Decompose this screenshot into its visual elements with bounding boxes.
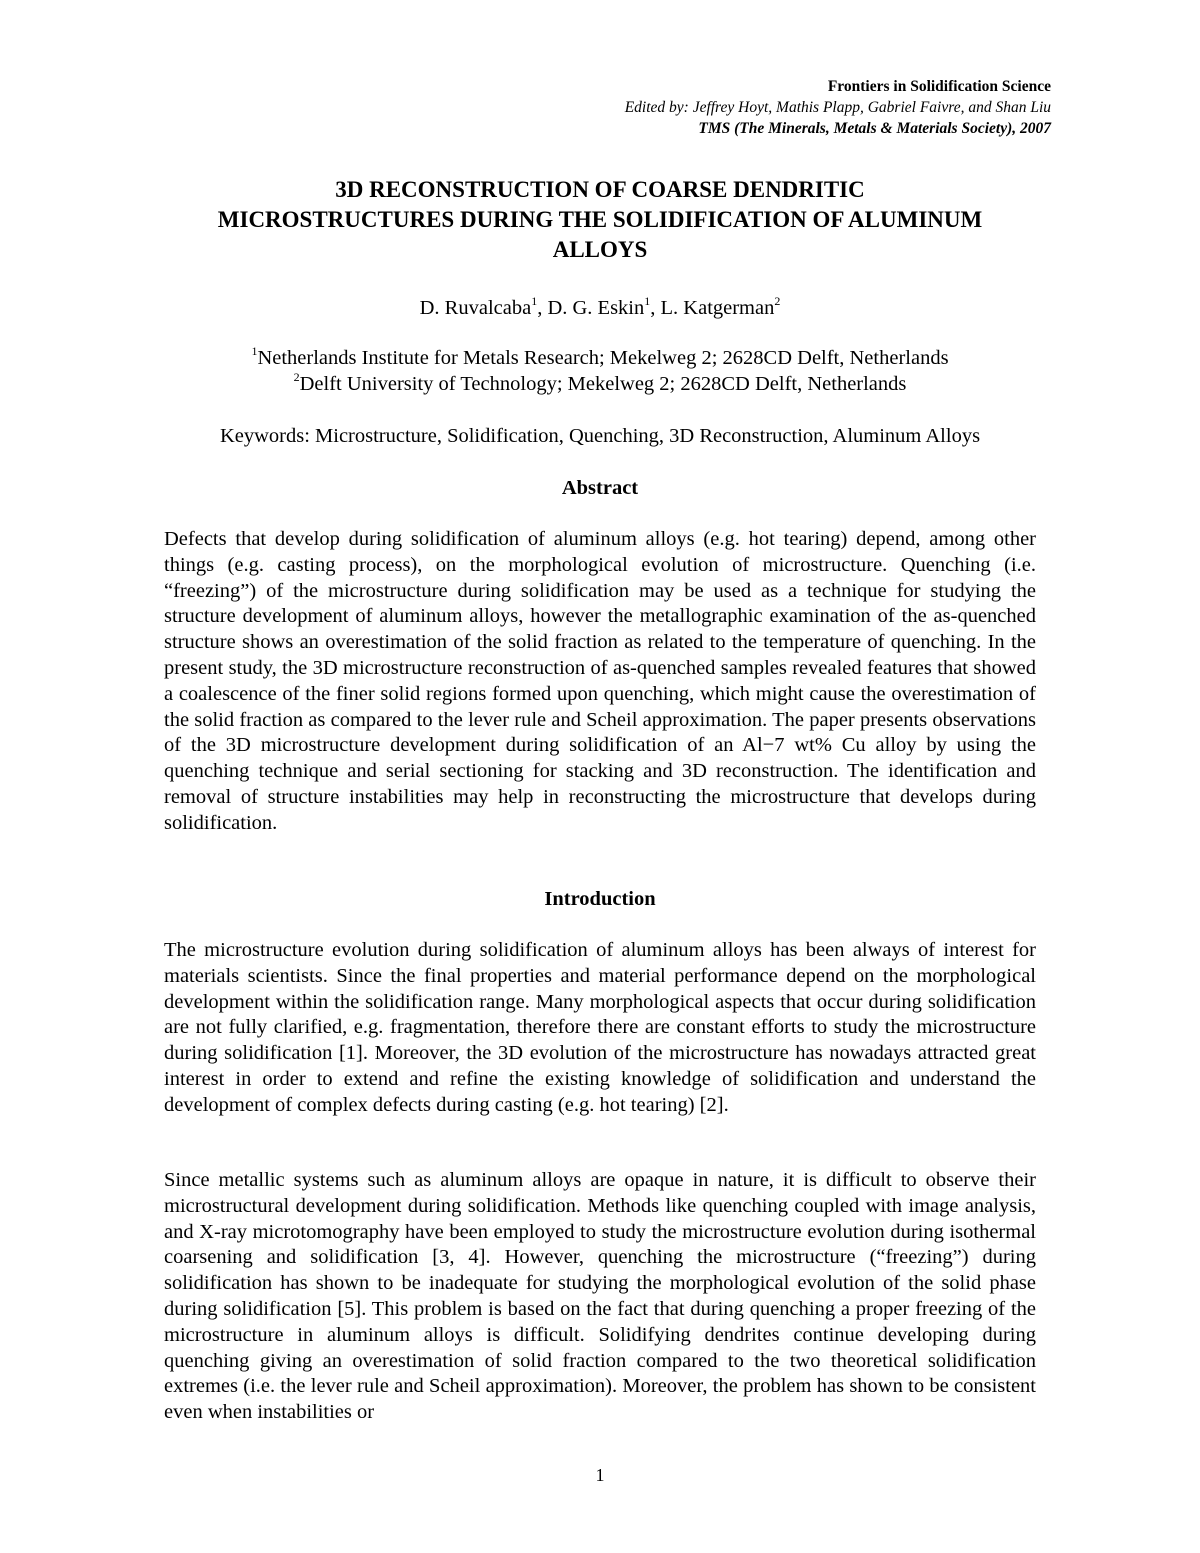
author-affiliation-mark: 2 [774,294,781,309]
author-separator: , [537,297,548,319]
author-name: D. G. Eskin [547,297,645,319]
title-line-2: MICROSTRUCTURES DURING THE SOLIDIFICATION OF ALUMINUM [217,207,983,232]
author-list [150,295,1050,321]
abstract-text: Defects that develop during solidification of aluminum alloys (e.g. hot tearing) depend, among other things (e.g. casting process), on the morphological evolution of microstructure. Quenching (i.e. “freezing”) of the microstructure during solidification may be used as a technique for studying the structure development of aluminum alloys, however the metallographic examination of the as-quenched structure shows an overestimation of the solid fraction as related to the temperature of quenching. In the present study, the 3D microstructure reconstruction of as-quenched samples revealed features that showed a coalescence of the finer solid regions formed upon quenching, which might cause the overestimation of the solid fraction as compared to the lever rule and Scheil approximation. The paper presents observations of the 3D microstructure development during solidification of an Al−7 wt% Cu alloy by using the quenching technique and serial sectioning for stacking and 3D reconstruction. The identification and removal of structure instabilities may help in reconstructing the microstructure that develops during solidification. [164,528,1036,834]
author-name: L. Katgerman [660,297,775,319]
journal-name: Frontiers in Solidification Science [827,78,1051,95]
author-affiliation-mark: 1 [644,294,651,309]
affiliation-mark: 2 [293,370,300,385]
journal-header [625,76,1051,139]
author-affiliation-mark: 1 [531,294,538,309]
editors-line: Edited by: Jeffrey Hoyt, Mathis Plapp, Gabriel Faivre, and Shan Liu [624,99,1051,116]
affiliation-2 [150,371,1050,397]
affiliation-1 [150,345,1050,371]
abstract-heading: Abstract [561,477,639,499]
author-name: D. Ruvalcaba [419,297,532,319]
intro-paragraph-2: Since metallic systems such as aluminum alloys are opaque in nature, it is difficult to observe their microstructural development during solidification. Methods like quenching coupled with image analysis, and X-ray microtomography have been employed to study the microstructure evolution during isothermal coarsening and solidification [3, 4]. However, quenching the microstructure (“freezing”) during solidification has shown to be inadequate for studying the morphological evolution of the solid phase during solidification [5]. This problem is based on the fact that during quenching a proper freezing of the microstructure in aluminum alloys is difficult. Solidifying dendrites continue developing during quenching giving an overestimation of solid fraction compared to the two theoretical solidification extremes (i.e. the lever rule and Scheil approximation). Moreover, the problem has shown to be consistent even when instabilities or [164,1169,1036,1424]
title-line-3: ALLOYS [552,237,648,262]
intro-paragraph-1: The microstructure evolution during solidification of aluminum alloys has been always of interest for materials scientists. Since the final properties and material performance depend on the morphological development within the solidification range. Many morphological aspects that occur during solidification are not fully clarified, e.g. fragmentation, therefore there are constant efforts to study the microstructure during solidification [1]. Moreover, the 3D evolution of the microstructure has nowadays attracted great interest in order to extend and refine the existing knowledge of solidification and understand the development of complex defects during casting (e.g. hot tearing) [2]. [164,939,1036,1116]
affiliation-text: Delft University of Technology; Mekelweg 2; 2628CD Delft, Netherlands [299,373,907,395]
affiliation-text: Netherlands Institute for Metals Research; Mekelweg 2; 2628CD Delft, Netherlands [257,347,949,369]
introduction-heading: Introduction [544,888,656,910]
keywords: Keywords: Microstructure, Solidification, Quenching, 3D Reconstruction, Aluminum Alloys [219,425,981,447]
title-line-1: 3D RECONSTRUCTION OF COARSE DENDRITIC [335,177,865,202]
affiliations [150,345,1050,397]
affiliation-mark: 1 [251,344,258,359]
paper-title [150,175,1050,265]
page-number: 1 [595,1465,605,1485]
publisher-line: TMS (The Minerals, Metals & Materials Society), 2007 [698,120,1051,137]
author-separator: , [650,297,661,319]
